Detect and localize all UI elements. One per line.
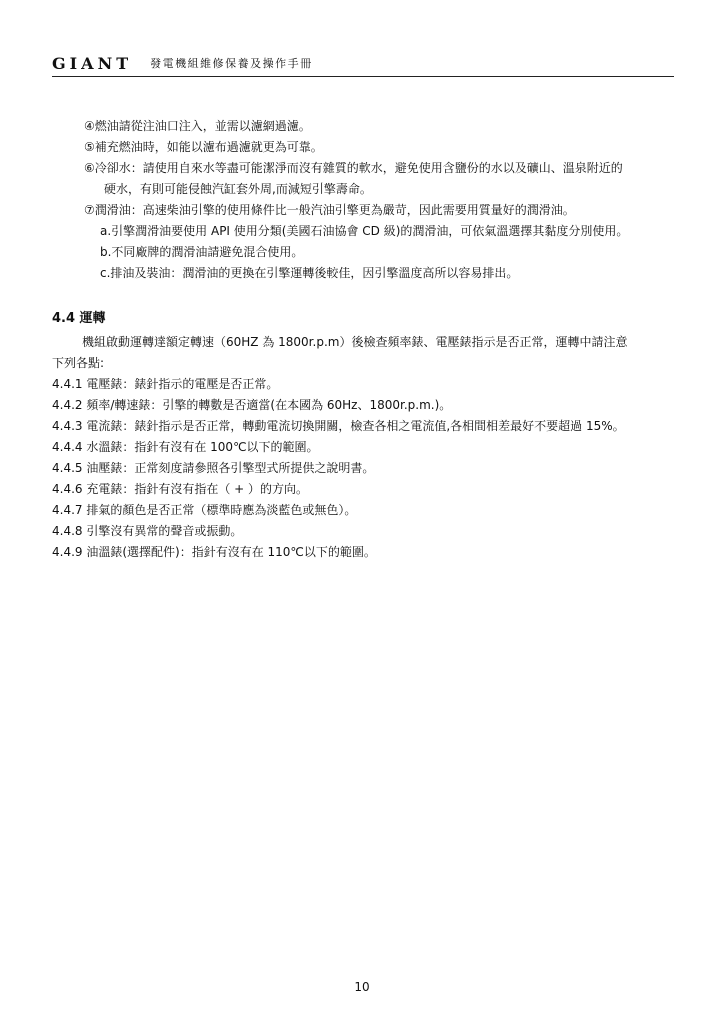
sub-list-item: c.排油及裝油：潤滑油的更換在引擎運轉後較佳，因引擎溫度高所以容易排出。 <box>100 266 519 280</box>
checklist-item: 4.4.5 油壓錶：正常刻度請參照各引擎型式所提供之說明書。 <box>52 461 375 475</box>
checklist-item: 4.4.8 引擎沒有異常的聲音或振動。 <box>52 524 243 538</box>
list-item: ⑥冷卻水：請使用自來水等盡可能潔淨而沒有雜質的軟水，避免使用含鹽份的水以及礦山、溫泉附近的 <box>84 161 623 175</box>
checklist-item: 4.4.9 油溫錶(選擇配件)：指針有沒有在 110℃以下的範圍。 <box>52 545 376 559</box>
section-heading: 4.4 運轉 <box>52 311 106 326</box>
checklist-item: 4.4.2 頻率/轉速錶：引擎的轉數是否適當(在本國為 60Hz、1800r.p.m.)。 <box>52 398 452 412</box>
operation-section <box>52 332 692 563</box>
checklist-item: 4.4.7 排氣的顏色是否正常（標準時應為淡藍色或無色）。 <box>52 503 357 517</box>
brand-logo-text: GIANT <box>52 54 133 73</box>
section-intro: 機組啟動運轉達額定轉速（60HZ 為 1800r.p.m）後檢查頻率錶、電壓錶指示是否正常，運轉中請注意 <box>82 335 628 349</box>
list-item-continuation: 硬水，有則可能侵蝕汽缸套外周,而減短引擎壽命。 <box>104 182 372 196</box>
checklist-item: 4.4.4 水溫錶：指針有沒有在 100℃以下的範圍。 <box>52 440 319 454</box>
page-body <box>52 116 692 563</box>
sub-list-item: b.不同廠牌的潤滑油請避免混合使用。 <box>100 245 304 259</box>
page-header <box>52 52 674 77</box>
list-item: ⑦潤滑油：高速柴油引擎的使用條件比一般汽油引擎更為嚴苛，因此需要用質量好的潤滑油。 <box>84 203 575 217</box>
list-item: ④燃油請從注油口注入，並需以濾網過濾。 <box>84 119 311 133</box>
checklist-item: 4.4.1 電壓錶：錶針指示的電壓是否正常。 <box>52 377 279 391</box>
list-item: ⑤補充燃油時，如能以濾布過濾就更為可靠。 <box>84 140 323 154</box>
section-intro-continuation: 下列各點: <box>52 356 105 370</box>
manual-title: 發電機組維修保養及操作手冊 <box>150 57 313 70</box>
checklist-item: 4.4.3 電流錶：錶針指示是否正常，轉動電流切換開關，檢查各相之電流值,各相間相差最好不要超過 15%。 <box>52 419 625 433</box>
sub-list-item: a.引擎潤滑油要使用 API 使用分類(美國石油協會 CD 級)的潤滑油，可依氣溫選擇其黏度分別使用。 <box>100 224 629 238</box>
fuel-coolant-oil-list <box>52 116 692 284</box>
page-number: 10 <box>354 980 370 994</box>
checklist-item: 4.4.6 充電錶：指針有沒有指在（ + ）的方向。 <box>52 482 309 496</box>
